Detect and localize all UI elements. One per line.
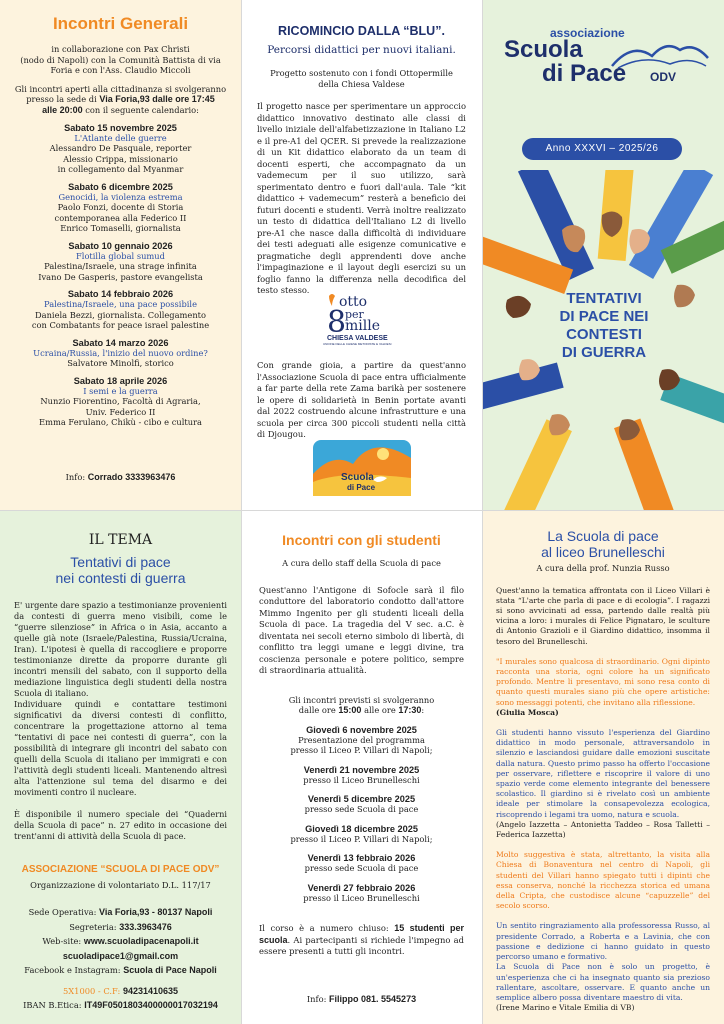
assoc-org: Organizzazione di volontariato D.L. 117/17: [30, 880, 211, 890]
event-speaker: con Combatants for peace israel palestine: [31, 320, 210, 331]
event-date: Sabato 14 marzo 2026: [72, 337, 169, 348]
cover-theme-title: TENTATIVI DI PACE NEI CONTESTI DI GUERRA: [559, 290, 649, 361]
email[interactable]: scuoladipace1@gmail.com: [62, 950, 179, 961]
website[interactable]: Web-site: www.scuoladipacenapoli.it: [42, 936, 199, 946]
event-speaker: Alessio Crippa, missionario: [63, 153, 178, 164]
mountain-logo-icon: [610, 36, 710, 70]
student-event-date: Venerdì 27 febbraio 2026: [307, 882, 416, 893]
panel-incontri-studenti: [241, 510, 482, 1024]
page-split: [0, 510, 724, 511]
brunelleschi-title: La Scuola di pace: [547, 528, 659, 544]
schedule-line: dalle ore 15:00 alle ore 17:30:: [298, 705, 425, 716]
svg-text:Scuola: Scuola: [341, 472, 374, 483]
event-date: Sabato 6 dicembre 2025: [68, 181, 173, 192]
info-contact: Info: Corrado 3333963476: [65, 472, 176, 482]
svg-text:UNIONE DELLE CHIESE METODISTE: UNIONE DELLE CHIESE METODISTE E VALDESI: [323, 342, 392, 346]
contacts: [0, 905, 241, 1013]
brunelleschi-sub: A cura della prof. Nunzia Russo: [536, 563, 670, 573]
panel-ricomincio: [241, 0, 482, 510]
svg-text:otto: otto: [339, 294, 368, 310]
svg-text:mille: mille: [345, 318, 380, 334]
incontri-generali-title: Incontri Generali: [52, 14, 189, 33]
logo-odv: ODV: [650, 70, 677, 84]
svg-text:8: 8: [327, 305, 347, 340]
student-event-place: presso sede Scuola di pace: [304, 804, 419, 815]
ottopermille-logo: [319, 290, 409, 346]
event-speaker: Alessandro De Pasquale, reporter: [49, 143, 192, 154]
event-item: [0, 182, 241, 234]
event-date: Sabato 18 aprile 2026: [73, 375, 168, 386]
intro-line: in collaborazione con Pax Christi: [51, 44, 190, 54]
student-event: [241, 883, 482, 904]
student-event-place: presso il Liceo P. Villari di Napoli;: [290, 745, 433, 756]
event-date: Sabato 10 gennaio 2026: [68, 240, 173, 251]
event-date: Sabato 15 novembre 2025: [64, 122, 177, 133]
social: Facebook e Instagram: Scuola di Pace Napoli: [24, 965, 217, 975]
event-item: [0, 338, 241, 369]
fold-line: [482, 0, 483, 1024]
fund-line: della Chiesa Valdese: [318, 78, 405, 89]
studenti-body: Quest'anno l'Antigone di Sofocle sarà il filo conduttore del laboratorio condotto dall'attore Mimmo Ingenito per gli studenti liceali della Scuola di pace. La tragedia del V sec. a.C. è diventata nei secoli eterno simbolo di libertà, di conflitto tra leggi umane e leggi divine, tra coscienza personale e potere politico, sempre di straordinaria attualità.: [259, 584, 464, 676]
iban: IBAN B.Etica: IT49F0501803400000017032194: [23, 1000, 218, 1010]
association-logo: [500, 22, 710, 92]
student-event-place: Presentazione del programma: [298, 734, 425, 745]
panel-cover: [482, 0, 724, 510]
student-event-place: presso il Liceo Brunelleschi: [303, 774, 420, 785]
event-speaker: Ivano De Gasperis, pastore evangelista: [38, 271, 203, 282]
event-speaker: Emma Ferulano, Chikù - cibo e cultura: [39, 417, 202, 428]
student-event-date: Giovedì 6 novembre 2025: [306, 724, 417, 735]
event-speaker: in collegamento dal Myanmar: [57, 164, 184, 175]
tema-title: nei contesti di guerra: [55, 570, 186, 586]
student-event-date: Venerdì 5 dicembre 2025: [307, 794, 416, 805]
brunelleschi-title: al liceo Brunelleschi: [541, 544, 665, 560]
ricomincio-subtitle: Percorsi didattici per nuovi italiani.: [267, 44, 456, 56]
open-line: Gli incontri aperti alla cittadinanza si svolgeranno: [14, 83, 227, 94]
sede: Sede Operativa: Via Foria,93 - 80137 Napoli: [28, 907, 213, 917]
logo-scuola: Scuola: [504, 36, 583, 63]
event-speaker: Paolo Fonzi, docente di Storia: [57, 202, 184, 213]
event-item: [0, 241, 241, 283]
student-event-place: presso sede Scuola di pace: [304, 863, 419, 874]
open-line: presso la sede di Via Foria,93 dalle ore 17:45: [26, 94, 215, 105]
segreteria: Segreteria: 333.3963476: [69, 921, 172, 932]
event-item: [0, 376, 241, 428]
studenti-info: Info: Filippo 081. 5545273: [306, 994, 417, 1004]
student-event: [241, 824, 482, 845]
svg-text:CHIESA VALDESE: CHIESA VALDESE: [327, 335, 388, 342]
student-event: [241, 765, 482, 786]
assoc-name: ASSOCIAZIONE “SCUOLA DI PACE ODV”: [21, 864, 220, 875]
event-speaker: Nunzio Fiorentino, Facoltà di Agraria,: [40, 396, 201, 407]
event-title: I semi e la guerra: [83, 385, 158, 396]
panel-brunelleschi: [482, 510, 724, 1024]
zama-text: Con grande gioia, a partire da quest'anno l'Associazione Scuola di pace entra ufficialmente a far parte della rete Zama barikà per sostenere le opere di solidarietà in Benin portate avanti dal 2022 costruendo alcune infrastrutture e una scuola per circa 300 piccoli studenti nella città di Djougou.: [257, 360, 466, 439]
codice-fiscale: 5X1000 - C.F: 94231410635: [62, 985, 179, 996]
event-speaker: Daniela Bezzi, giornalista. Collegamento: [34, 309, 207, 320]
fund-line: Progetto sostenuto con i fondi Ottopermille: [270, 68, 453, 78]
event-item: [0, 123, 241, 175]
scuola-di-pace-badge: [313, 440, 411, 496]
ricomincio-body: Il progetto nasce per sperimentare un approccio didattico innovativo destinato alle classi di livello iniziale dell'alfabetizzazione in Italiano L2 e il pre-A1 del QCER. Si prevede la realizzazione di un Kit didattico elaborato da un team di docenti esperti, che accompagnato da un vademecum per il suo utilizzo, sarà sperimentato dentro e fuori dall'aula. Tale “kit didattico + vademecum” resterà a beneficio dei futuri docenti e studenti. Verrà inoltre realizzato un testo di didattica dell'Italiano L2 di livello pre-A1 che nasce dalla difficoltà di individuare dei testi adeguati alle esigenze comunicative e pragmatiche degli apprendenti dove anche l'impaginazione e il layout degli esercizi su un foglio fanno la differenza nella decodifica del testo stesso.: [257, 101, 466, 296]
student-event: [241, 853, 482, 874]
student-event: [241, 725, 482, 756]
student-event-place: presso il Liceo P. Villari di Napoli;: [290, 833, 433, 844]
event-speaker: contemporanea alla Federico II: [54, 212, 187, 223]
studenti-title: Incontri con gli studenti: [282, 532, 441, 548]
brunelleschi-body: Quest'anno la tematica affrontata con il Liceo Villari è stata “L'arte che parla di pace e di ecologia”. I ragazzi si sono avvicinati ad essa, partendo dalle realtà più vicina a loro: i murales di Felice Pignataro, le sculture di Antonio Grazioli e il Giardino didattico, insomma il tesoro del Brunelleschi. "I murales sono qualcosa di straordinario. Ogni dipinto racconta una storia, ogni colore ha un significato profondo. Mentre li presentavo, mi sono resa conto di quanto questi murales siano più che opere artistiche: sono messaggi potenti, che invitano alla riflessione. (Giulia Mosca) Gli studenti hanno vissuto l'esperienza del Giardino didattico in modo personale, attraversandolo in silenzio e lasciandosi guidare dalle emozioni suscitate dalla natura. Questo primo passo ha offerto l'occasione per osservare, riflettere e riscoprire il valore di uno spazio verde come elemento integrante del benessere scolastico. Il giardino si è rivelato così un ambiente ideale per stimolare la consapevolezza ecologica, riscoprendo i legami tra uomo, natura e scuola. (Angelo Iazzetta – Antonietta Taddeo – Rosa Talletti – Federica Iazzetta) Molto suggestiva è stata, altrettanto, la visita alla Chiesa di Bonaventura nel centro di Napoli, gli studenti del Villari hanno spiegato tutti i dipinti che essa conserva, nonché la ricchezza storica ed umana della Cripta, che custodisce alcune “capuzzelle” del secolo scorso. Un sentito ringraziamento alla professoressa Russo, al presidente Corrado, a Roberta e a Lavinia, che con passione e dedizione ci hanno guidato in questo percorso umano e formativo. La Scuola di Pace non è solo un progetto, è un'esperienza che ci ha insegnato quanto sia prezioso rallentare, ascoltare, osservare. E quanto anche un semplice albero possa diventare maestro di vita. (Irene Marino e Vitale Emilia di VB): [496, 585, 710, 1013]
student-event: [241, 794, 482, 815]
tema-title: Tentativi di pace: [70, 554, 171, 570]
intro-line: Foria e con l'Ass. Claudio Miccoli: [50, 65, 191, 76]
svg-text:di Pace: di Pace: [347, 483, 376, 492]
anno-badge: Anno XXXVI – 2025/26: [522, 138, 682, 160]
event-title: Palestina/Israele, una pace possibile: [44, 299, 197, 310]
event-speaker: Univ. Federico II: [85, 406, 156, 417]
student-event-date: Venerdì 21 novembre 2025: [303, 764, 420, 775]
event-speaker: Salvatore Minolfi, storico: [67, 358, 174, 369]
closing: Il corso è a numero chiuso: 15 studenti per scuola. Ai partecipanti si richiede l'impegno ad essere presenti a tutti gli incontri.: [259, 923, 464, 957]
intro-line: (nodo di Napoli) con la Comunità Battista di via: [20, 54, 221, 65]
panel-incontri-generali: [0, 0, 241, 510]
logo-assoc: associazione: [550, 26, 625, 40]
open-line: alle 20:00 con il seguente calendario:: [42, 104, 199, 115]
tema-body: E' urgente dare spazio a testimonianze provenienti da contesti di guerra meno visibili, come le “guerre silenziose” in Africa o in Asia, accanto a quelle già note (Israele/Palestina, Russia/Ucraina, Iran). L'ipotesi è quella di raccogliere e proporre testimonianze dirette da proporre durante gli incontri mensili del sabato, con il supporto della mediazione linguistica degli studenti della nostra Scuola di italiano. Individuare quindi e contattare testimoni significativi da diversi contesti di conflitto, concentrare la progettazione attorno al tema “tentativi di pace nei contesti di guerra”, con la possibilità di integrare gli incontri del sabato con quelli della Scuola di italiano per immigrati e con l'attività degli studenti liceali. Mantenendo altresì alta l'attenzione sul tema del disarmo e dei movimenti contro il nucleare. È disponibile il numero speciale dei “Quaderni della Scuola di pace” n. 27 edito in occasione dei trent'anni di attività della Scuola di pace.: [14, 600, 227, 841]
event-title: Genocidi, la violenza estrema: [58, 191, 183, 202]
ricomincio-title: RICOMINCIO DALLA “BLU”.: [278, 24, 445, 38]
tema-label: IL TEMA: [88, 532, 153, 548]
student-event-place: presso il Liceo Brunelleschi: [303, 892, 420, 903]
student-event-date: Venerdì 13 febbraio 2026: [307, 853, 416, 864]
panel-il-tema: [0, 510, 241, 1024]
studenti-sub: A cura dello staff della Scuola di pace: [282, 558, 441, 568]
event-date: Sabato 14 febbraio 2026: [67, 289, 174, 300]
fold-line: [241, 0, 242, 1024]
event-title: L'Atlante delle guerre: [74, 132, 167, 143]
event-speaker: Palestina/Israele, una strage infinita: [44, 261, 197, 272]
event-title: Ucraina/Russia, l'inizio del nuovo ordine?: [33, 347, 208, 358]
event-title: Flotilla global sumud: [76, 250, 165, 261]
student-event-list: [241, 725, 482, 904]
schedule-line: Gli incontri previsti si svolgeranno: [288, 694, 435, 705]
event-item: [0, 289, 241, 331]
event-list: [0, 123, 241, 428]
student-event-date: Giovedì 18 dicembre 2025: [305, 823, 418, 834]
logo-dipace: di Pace: [542, 60, 627, 87]
svg-text:per: per: [345, 308, 364, 321]
event-speaker: Enrico Tomaselli, giornalista: [60, 223, 181, 234]
